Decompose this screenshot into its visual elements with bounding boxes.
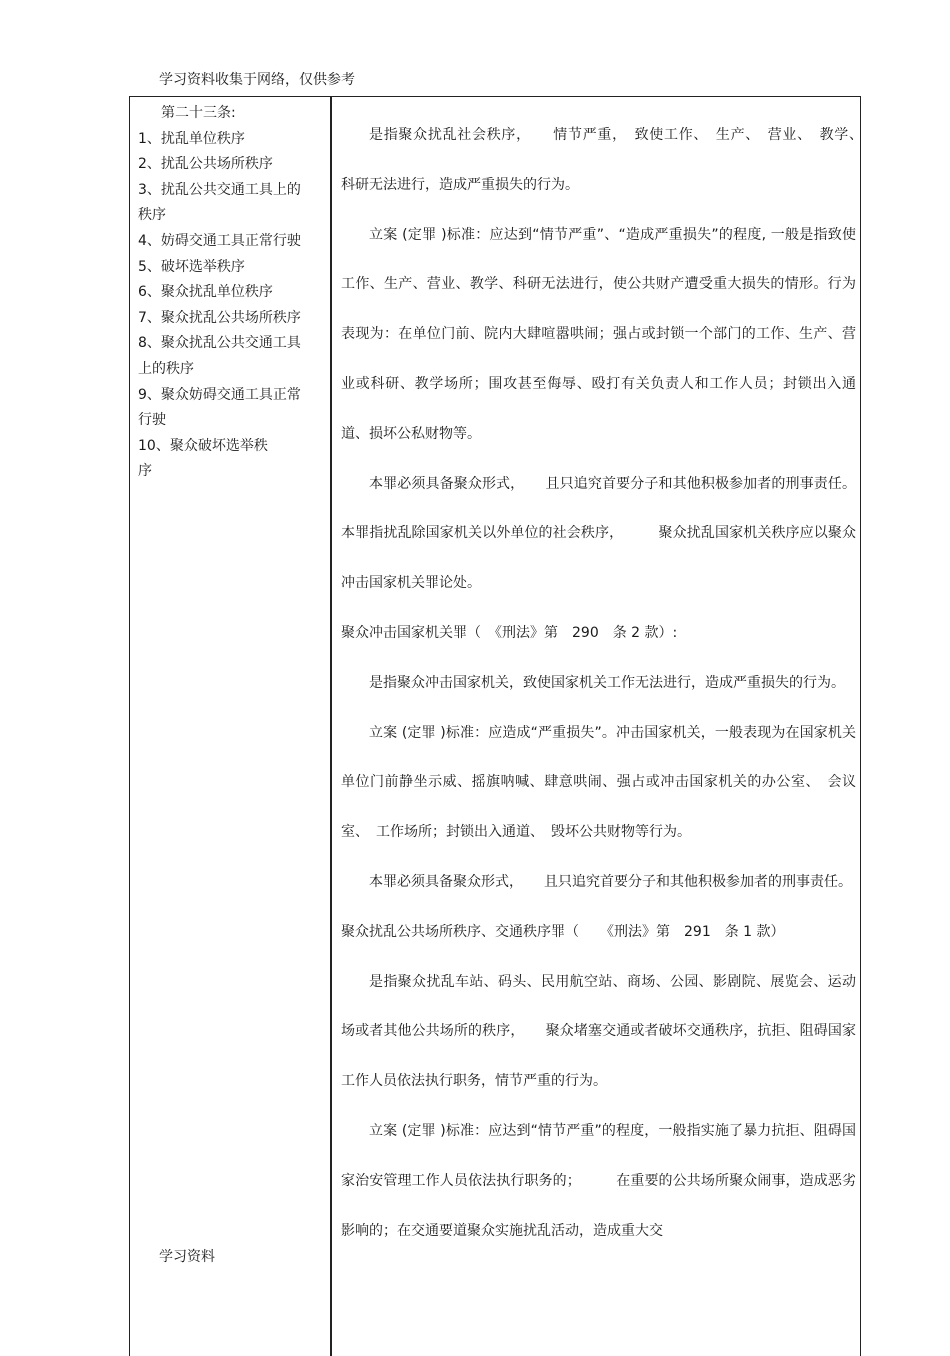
paragraph: 立案 (定罪 )标准：应造成“严重损失”。冲击国家机关，一般表现为在国家机关单位门前静坐示威、摇旗呐喊、肆意哄闹、强占或冲击国家机关的办公室、 会议室、 工作场所；封锁出入通道、 毁坏公共财物等行为。 <box>341 724 856 841</box>
list-item: 1、扰乱单位秩序 <box>138 130 245 147</box>
header-note: 学习资料收集于网络，仅供参考 <box>159 72 355 88</box>
content-table <box>129 96 870 1356</box>
list-item: 9、聚众妨碍交通工具正常 行驶 <box>138 386 301 429</box>
list-item: 8、聚众扰乱公共交通工具 上的秩序 <box>138 335 301 377</box>
list-item: 6、聚众扰乱单位秩序 <box>138 284 273 301</box>
left-footer-note: 学习资料 <box>159 1249 215 1265</box>
paragraph: 本罪必须具备聚众形式， 且只追究首要分子和其他积极参加者的刑事责任。 本罪指扰乱除国家机关以外单位的社会秩序， 聚众扰乱国家机关秩序应以聚众冲击国家机关罪论处。 <box>341 475 856 592</box>
list-item: 5、破坏选举秩序 <box>138 258 245 275</box>
paragraph: 立案 (定罪 )标准：应达到“情节严重”、“造成严重损失”的程度, 一般是指致使工作、生产、营业、教学、科研无法进行，使公共财产遭受重大损失的情形。行为表现为：在单位门前、院内大肆喧嚣哄闹；强占或封锁一个部门的工作、生产、营业或科研、教学场所；围攻甚至侮辱、殴打有关负责人和工作人员；封锁出入通道、损坏公私财物等。 <box>341 226 856 442</box>
list-item: 3、扰乱公共交通工具上的 秩序 <box>138 181 301 224</box>
paragraph: 是指聚众扰乱社会秩序， 情节严重， 致使工作、 生产、 营业、 教学、 科研无法进行，造成严重损失的行为。 <box>341 127 870 193</box>
list-item: 4、妨碍交通工具正常行驶 <box>138 232 301 249</box>
list-item: 2、扰乱公共场所秩序 <box>138 156 273 173</box>
paragraph: 本罪必须具备聚众形式， 且只追究首要分子和其他积极参加者的刑事责任。 <box>369 873 852 890</box>
section-heading: 聚众扰乱公共场所秩序、交通秩序罪（ 《刑法》第 291 条 1 款） <box>341 923 785 940</box>
section-heading: 聚众冲击国家机关罪（ 《刑法》第 290 条 2 款）: <box>341 624 678 641</box>
column-divider <box>330 97 332 1356</box>
list-item: 7、聚众扰乱公共场所秩序 <box>138 309 301 326</box>
paragraph: 立案 (定罪 )标准：应达到“情节严重”的程度，一般指实施了暴力抗拒、阻碍国家治安管理工作人员依法执行职务的； 在重要的公共场所聚众闹事，造成恶劣影响的；在交通要道聚众实施扰乱活动，造成重大交 <box>341 1122 856 1239</box>
article-body <box>341 111 870 1256</box>
list-item: 10、聚众破坏选举秩 序 <box>138 437 268 480</box>
article-title: 第二十三条: <box>161 105 236 121</box>
paragraph: 是指聚众扰乱车站、码头、民用航空站、商场、公园、影剧院、展览会、运动场或者其他公共场所的秩序， 聚众堵塞交通或者破坏交通秩序，抗拒、阻碍国家工作人员依法执行职务，情节严重的行为。 <box>341 973 856 1090</box>
paragraph: 是指聚众冲击国家机关，致使国家机关工作无法进行，造成严重损失的行为。 <box>369 674 845 691</box>
article-list <box>138 101 323 485</box>
